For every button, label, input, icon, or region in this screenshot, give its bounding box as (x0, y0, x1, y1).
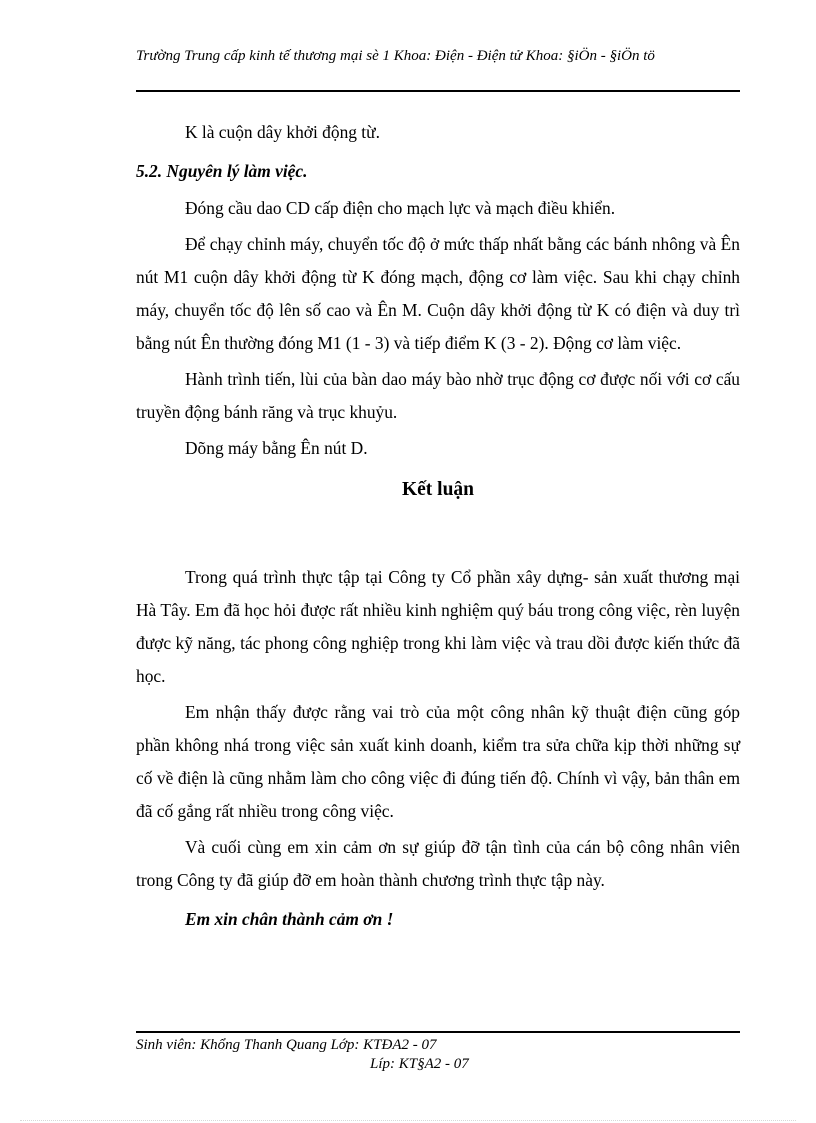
footer-line-2: Líp: KT§A2 - 07 (370, 1056, 469, 1072)
header-text: Trường Trung cấp kinh tế thương mại sè 1 Khoa: Điện - Điện tử Khoa: §iÖn - §iÖn tö (136, 48, 655, 64)
page-footer (136, 1036, 740, 1074)
thanks-line: Em xin chân thành cảm ơn ! (185, 909, 394, 929)
conclusion-paragraph: Trong quá trình thực tập tại Công ty Cổ phần xây dựng- sản xuất thương mại Hà Tây. Em đã học hỏi được rất nhiều kinh nghiệm quý báu trong công việc, rèn luyện được kỹ năng, tác phong công nghiệp trong khi làm việc và trau dồi được kiến thức đã học. (136, 567, 740, 686)
conclusion-paragraph: Em nhận thấy được rằng vai trò của một công nhân kỹ thuật điện cũng góp phần không nhá trong việc sản xuất kinh doanh, kiểm tra sửa chữa kịp thời những sự cố về điện là cũng nhằm làm cho công việc đi đúng tiến độ. Chính vì vậy, bản thân em đã cố gắng rất nhiều trong công việc. (136, 702, 740, 821)
page-header (136, 47, 740, 66)
section-heading: 5.2. Nguyên lý làm việc. (136, 161, 308, 181)
paragraph: Để chạy chỉnh máy, chuyển tốc độ ở mức thấp nhất bằng các bánh nhông và Ên nút M1 cuộn dây khởi động từ K đóng mạch, động cơ làm việc. Sau khi chạy chỉnh máy, chuyển tốc độ lên số cao và Ên M. Cuộn dây khởi động từ K có điện và duy trì bằng nút Ên thường đóng M1 (1 - 3) và tiếp điểm K (3 - 2). Động cơ làm việc. (136, 234, 740, 353)
header-divider (136, 90, 740, 92)
page-body (136, 116, 740, 936)
paragraph: Hành trình tiến, lùi của bàn dao máy bào nhờ trục động cơ được nối với cơ cấu truyền động bánh răng và trục khuỷu. (136, 369, 740, 422)
footer-line-1: Sinh viên: Khổng Thanh Quang Lớp: KTĐA2 - 07 (136, 1037, 437, 1053)
footer-divider (136, 1031, 740, 1033)
paragraph: Đóng cầu dao CD cấp điện cho mạch lực và mạch điều khiển. (185, 198, 616, 218)
page-bottom-border (20, 1120, 796, 1121)
conclusion-paragraph: Và cuối cùng em xin cảm ơn sự giúp đỡ tận tình của cán bộ công nhân viên trong Công ty đã giúp đỡ em hoàn thành chương trình thực tập này. (136, 837, 740, 890)
conclusion-title: Kết luận (401, 479, 475, 500)
intro-line: K là cuộn dây khởi động từ. (185, 122, 380, 142)
paragraph: Dõng máy bằng Ên nút D. (185, 438, 368, 458)
